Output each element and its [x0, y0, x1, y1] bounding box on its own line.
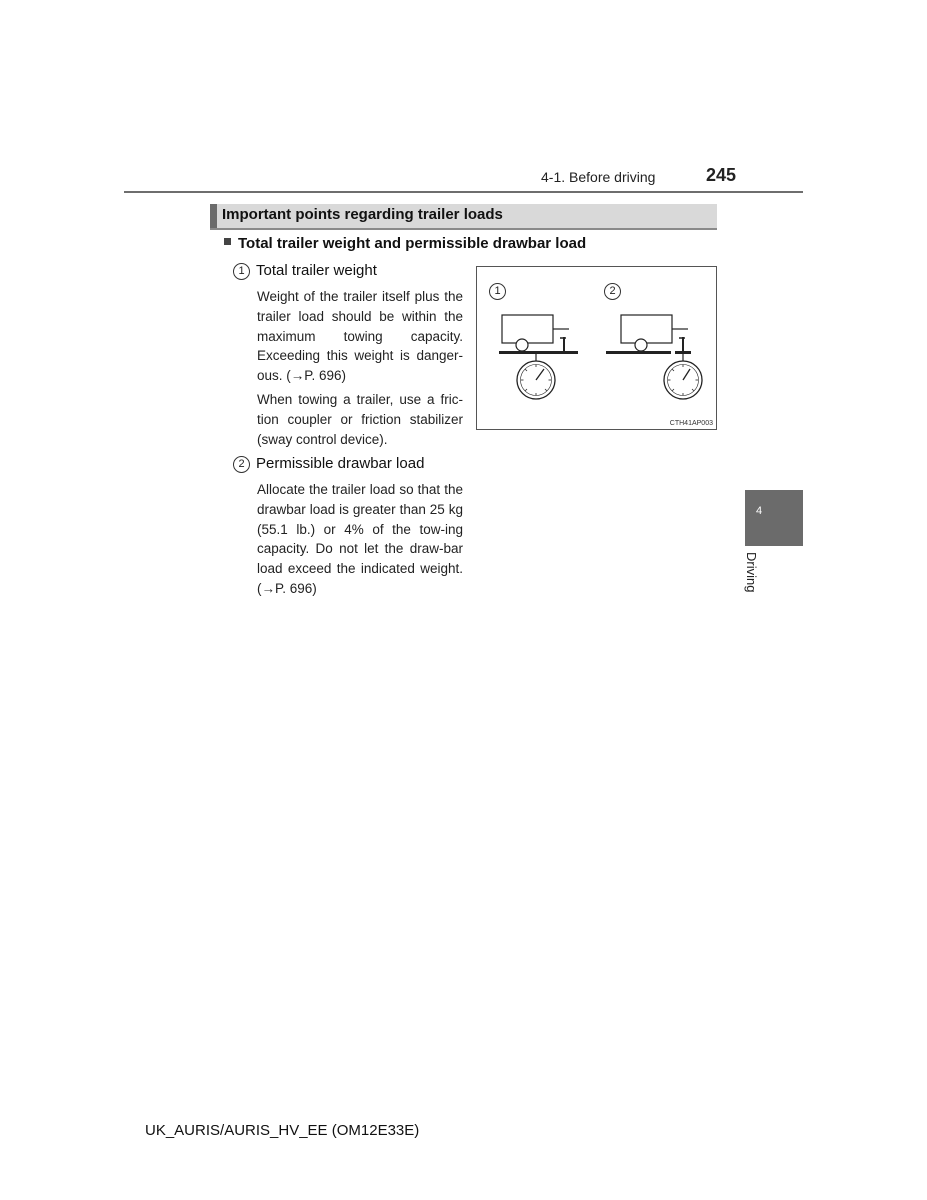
item-1-paragraph-2: When towing a trailer, use a fric-tion coupler or friction stabilizer (sway control device).	[257, 392, 463, 447]
chapter-tab-number: 4	[756, 505, 763, 517]
item-2-paragraph-1: Allocate the trailer load so that the drawbar load is greater than 25 kg (55.1 lb.) or 4% of the tow-ing capacity. Do not let the draw-bar load exceed the indicated weight. (→P. 696)	[257, 482, 463, 596]
item-1-paragraph-1: Weight of the trailer itself plus the trailer load should be within the maximum towing capacity. Exceeding this weight is danger-ous. (→P. 696)	[257, 289, 463, 384]
trailer-load-figure	[476, 266, 717, 430]
header-rule	[124, 191, 803, 193]
trailer-scale-illustration	[477, 267, 716, 429]
trailer-scene-2	[606, 315, 702, 399]
item-2-title	[233, 455, 424, 473]
trailer-body-icon	[502, 315, 553, 343]
item-2-title-text: Permissible drawbar load	[256, 455, 425, 472]
square-bullet-icon	[224, 238, 231, 245]
trailer-scene-1	[499, 315, 578, 399]
figure-code: CTH41AP003	[669, 420, 713, 427]
scale-platform-icon	[675, 351, 691, 354]
scale-platform-icon	[499, 351, 578, 354]
item-1-title	[233, 262, 377, 280]
circled-number-1: 1	[233, 263, 250, 280]
subheading	[224, 235, 586, 252]
section-heading: Important points regarding trailer loads	[222, 206, 503, 223]
trailer-wheel-icon	[516, 339, 528, 351]
section-heading-bar	[210, 204, 717, 230]
figure-label-2: 2	[604, 283, 621, 300]
trailer-wheel-icon	[635, 339, 647, 351]
chapter-tab	[745, 490, 803, 546]
circled-number-2: 2	[233, 456, 250, 473]
section-heading-accent	[210, 204, 217, 228]
footer-document-code: UK_AURIS/AURIS_HV_EE (OM12E33E)	[145, 1122, 420, 1139]
chapter-tab-label: Driving	[744, 552, 759, 593]
subheading-text: Total trailer weight and permissible drawbar load	[238, 235, 587, 252]
page-number: 245	[706, 165, 737, 185]
figure-label-1: 1	[489, 283, 506, 300]
running-header-section: 4-1. Before driving	[541, 169, 656, 185]
ground-icon	[606, 351, 671, 354]
item-1-title-text: Total trailer weight	[256, 262, 377, 279]
trailer-body-icon	[621, 315, 672, 343]
